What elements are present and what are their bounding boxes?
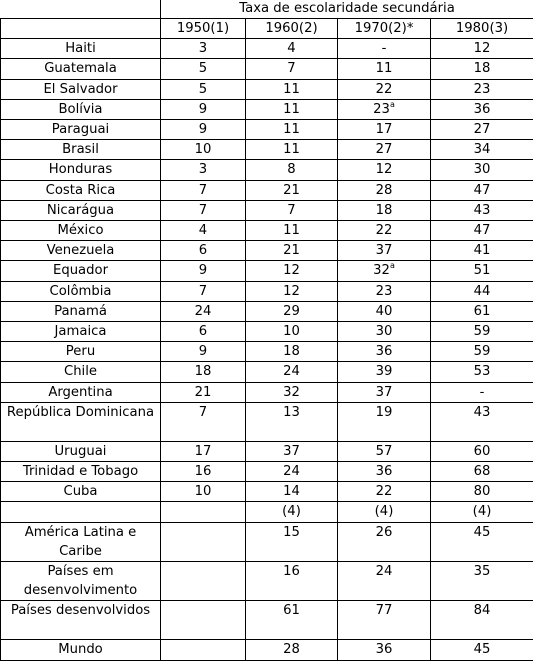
table-row [1, 79, 533, 99]
value-1980: 36 [431, 99, 533, 119]
country-name: Trinidad e Tobago [1, 462, 161, 482]
value-1970 [338, 160, 431, 180]
value-1960: 61 [246, 601, 338, 640]
value-1980: 80 [431, 482, 533, 502]
column-header-1950: 1950(1) [161, 19, 246, 39]
value-1960: 11 [246, 140, 338, 160]
value-1980: 27 [431, 120, 533, 140]
value-1970-number: 36 [376, 464, 393, 479]
country-name: Jamaica [1, 322, 161, 342]
value-1960: 8 [246, 160, 338, 180]
country-name: Cuba [1, 482, 161, 502]
value-1950 [161, 601, 246, 640]
value-1970 [338, 59, 431, 79]
table-row [1, 99, 533, 119]
value-1970 [338, 120, 431, 140]
value-1960: 13 [246, 402, 338, 441]
table-row [1, 39, 533, 59]
value-1960: 21 [246, 241, 338, 261]
column-header-1980: 1980(3) [431, 19, 533, 39]
header-country-cell [1, 19, 161, 39]
value-1970 [338, 79, 431, 99]
region-row [1, 522, 533, 561]
table-row [1, 441, 533, 461]
value-1970 [338, 301, 431, 321]
value-1980: 61 [431, 301, 533, 321]
source-note-1960: (4) [246, 502, 338, 522]
country-name: Guatemala [1, 59, 161, 79]
country-name: Uruguai [1, 441, 161, 461]
value-1960: 12 [246, 261, 338, 281]
region-row [1, 562, 533, 601]
value-1970-number: 23 [373, 102, 390, 117]
value-1970-number: 27 [376, 142, 393, 157]
table-row [1, 120, 533, 140]
value-1980: 68 [431, 462, 533, 482]
country-name: Argentina [1, 382, 161, 402]
table-row [1, 462, 533, 482]
value-1950: 9 [161, 261, 246, 281]
value-1980: 45 [431, 522, 533, 561]
region-name: América Latina e Caribe [1, 522, 161, 561]
column-header-1970: 1970(2)* [338, 19, 431, 39]
value-1980: 43 [431, 200, 533, 220]
value-1950 [161, 522, 246, 561]
value-1970 [338, 200, 431, 220]
value-1970-number: 12 [376, 162, 393, 177]
value-1970 [338, 180, 431, 200]
value-1950: 18 [161, 362, 246, 382]
value-1970: 77 [338, 601, 431, 640]
corner-cell [1, 0, 161, 19]
value-1950: 7 [161, 281, 246, 301]
value-1950: 9 [161, 342, 246, 362]
value-1960: 12 [246, 281, 338, 301]
value-1950: 9 [161, 99, 246, 119]
value-1970 [338, 382, 431, 402]
source-note-row [1, 502, 533, 522]
value-1980: 45 [431, 640, 533, 660]
value-1970: 36 [338, 640, 431, 660]
value-1960: 37 [246, 441, 338, 461]
table-row [1, 281, 533, 301]
region-name: Países em desenvolvimento [1, 562, 161, 601]
table-row [1, 200, 533, 220]
value-1980: 34 [431, 140, 533, 160]
value-1970 [338, 241, 431, 261]
value-1960: 11 [246, 120, 338, 140]
value-1960: 11 [246, 221, 338, 241]
country-name: Chile [1, 362, 161, 382]
value-1950: 5 [161, 79, 246, 99]
value-1960: 18 [246, 342, 338, 362]
value-1960: 28 [246, 640, 338, 660]
value-1960: 4 [246, 39, 338, 59]
table-row [1, 160, 533, 180]
value-1970-number: 37 [376, 243, 393, 258]
table-row [1, 59, 533, 79]
region-name: Mundo [1, 640, 161, 660]
value-1970-number: 11 [376, 61, 393, 76]
value-1970 [338, 261, 431, 281]
value-1970 [338, 140, 431, 160]
value-1980: - [431, 382, 533, 402]
value-1970-number: 23 [376, 284, 393, 299]
country-name: México [1, 221, 161, 241]
value-1960: 10 [246, 322, 338, 342]
value-1980: 35 [431, 562, 533, 601]
value-1970-number: 18 [376, 203, 393, 218]
country-name: Costa Rica [1, 180, 161, 200]
value-1960: 7 [246, 200, 338, 220]
value-1950: 6 [161, 322, 246, 342]
source-note-label [1, 502, 161, 522]
value-1960: 32 [246, 382, 338, 402]
country-name: Colômbia [1, 281, 161, 301]
value-1970-number: 37 [376, 385, 393, 400]
table-title-row [1, 0, 533, 19]
table-row [1, 382, 533, 402]
value-1980: 59 [431, 322, 533, 342]
value-1970 [338, 221, 431, 241]
value-1960: 24 [246, 462, 338, 482]
value-1970-number: 19 [376, 405, 393, 420]
table-row [1, 322, 533, 342]
value-1950: 9 [161, 120, 246, 140]
value-1970 [338, 281, 431, 301]
value-1970-number: 32 [373, 263, 390, 278]
value-1970 [338, 402, 431, 441]
value-1950: 10 [161, 482, 246, 502]
source-note-1980: (4) [431, 502, 533, 522]
value-1960: 16 [246, 562, 338, 601]
value-1950: 5 [161, 59, 246, 79]
value-1970 [338, 39, 431, 59]
country-name: Paraguai [1, 120, 161, 140]
value-1970-number: 22 [376, 82, 393, 97]
value-1950: 24 [161, 301, 246, 321]
value-1970: 24 [338, 562, 431, 601]
column-header-1960: 1960(2) [246, 19, 338, 39]
value-1980: 47 [431, 221, 533, 241]
value-1980: 30 [431, 160, 533, 180]
value-1950: 21 [161, 382, 246, 402]
country-name: República Dominicana [1, 402, 161, 441]
value-1950: 3 [161, 160, 246, 180]
country-name: Bolívia [1, 99, 161, 119]
value-1950: 7 [161, 402, 246, 441]
region-row [1, 640, 533, 660]
value-1970 [338, 482, 431, 502]
country-name: Nicarágua [1, 200, 161, 220]
country-name: Peru [1, 342, 161, 362]
table-title: Taxa de escolaridade secundária [161, 0, 533, 19]
table-row [1, 301, 533, 321]
table-row [1, 241, 533, 261]
value-1970 [338, 462, 431, 482]
value-1980: 41 [431, 241, 533, 261]
value-1960: 24 [246, 362, 338, 382]
country-name: Venezuela [1, 241, 161, 261]
table-row [1, 362, 533, 382]
value-1950: 10 [161, 140, 246, 160]
value-1970-number: 17 [376, 122, 393, 137]
value-1980: 23 [431, 79, 533, 99]
value-1980: 44 [431, 281, 533, 301]
value-1970 [338, 322, 431, 342]
table-row [1, 221, 533, 241]
value-1980: 47 [431, 180, 533, 200]
table-row [1, 402, 533, 441]
source-note-1950 [161, 502, 246, 522]
value-1950: 7 [161, 200, 246, 220]
country-name: Haiti [1, 39, 161, 59]
value-1970-number: 28 [376, 183, 393, 198]
value-1950 [161, 562, 246, 601]
value-1950: 16 [161, 462, 246, 482]
table-row [1, 180, 533, 200]
value-1950: 17 [161, 441, 246, 461]
value-1960: 11 [246, 79, 338, 99]
value-1980: 43 [431, 402, 533, 441]
value-1960: 21 [246, 180, 338, 200]
table-row [1, 261, 533, 281]
value-1970-number: 22 [376, 223, 393, 238]
value-1950: 7 [161, 180, 246, 200]
value-1970-number: 40 [376, 304, 393, 319]
value-1970 [338, 441, 431, 461]
value-1960: 29 [246, 301, 338, 321]
table-row [1, 140, 533, 160]
country-name: Panamá [1, 301, 161, 321]
value-1970 [338, 342, 431, 362]
value-1980: 60 [431, 441, 533, 461]
value-1950: 4 [161, 221, 246, 241]
value-1950: 3 [161, 39, 246, 59]
value-1950 [161, 640, 246, 660]
table-row [1, 342, 533, 362]
footnote-marker: a [390, 261, 395, 270]
country-name: Honduras [1, 160, 161, 180]
column-header-row [1, 19, 533, 39]
value-1970-number: 22 [376, 484, 393, 499]
value-1970-number: - [382, 41, 387, 56]
country-name: El Salvador [1, 79, 161, 99]
footnote-marker: a [390, 100, 395, 109]
value-1970 [338, 99, 431, 119]
value-1980: 84 [431, 601, 533, 640]
value-1980: 12 [431, 39, 533, 59]
value-1970-number: 36 [376, 344, 393, 359]
value-1950: 6 [161, 241, 246, 261]
value-1970-number: 30 [376, 324, 393, 339]
value-1970 [338, 362, 431, 382]
value-1960: 14 [246, 482, 338, 502]
value-1970-number: 39 [376, 364, 393, 379]
country-name: Brasil [1, 140, 161, 160]
table-row [1, 482, 533, 502]
value-1980: 18 [431, 59, 533, 79]
source-note-1970: (4) [338, 502, 431, 522]
value-1980: 51 [431, 261, 533, 281]
region-name: Países desenvolvidos [1, 601, 161, 640]
value-1960: 15 [246, 522, 338, 561]
value-1980: 59 [431, 342, 533, 362]
value-1960: 7 [246, 59, 338, 79]
value-1960: 11 [246, 99, 338, 119]
region-row [1, 601, 533, 640]
value-1970: 26 [338, 522, 431, 561]
value-1980: 53 [431, 362, 533, 382]
value-1970-number: 57 [376, 444, 393, 459]
country-name: Equador [1, 261, 161, 281]
